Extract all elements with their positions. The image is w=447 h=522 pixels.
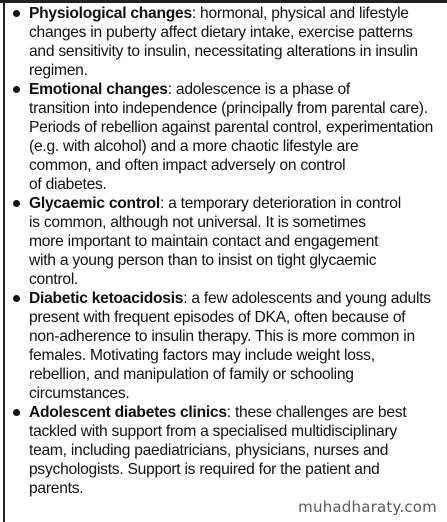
text-line bbox=[29, 403, 437, 422]
text-line: common, and often impact adversely on control bbox=[29, 157, 346, 174]
text-line: tackled with support from a specialised multidisciplinary bbox=[29, 423, 397, 440]
bullet-icon bbox=[13, 86, 20, 93]
text-line: of diabetes. bbox=[29, 176, 107, 193]
text-line: with a young person than to insist on tight glycaemic bbox=[29, 252, 377, 269]
text-line: females. Motivating factors may include weight loss, bbox=[29, 347, 375, 364]
text-line: regimen. bbox=[29, 62, 88, 79]
text-line: present with frequent episodes of DKA, often because of bbox=[29, 309, 406, 326]
list-item bbox=[0, 4, 447, 80]
bullet-icon bbox=[13, 295, 20, 302]
text-line: control. bbox=[29, 271, 79, 288]
bullet-list bbox=[0, 4, 447, 498]
text-line: transition into independence (principally from parental care). bbox=[29, 100, 428, 117]
text-line: non-adherence to insulin therapy. This is more common in bbox=[29, 328, 415, 345]
text-line: changes in puberty affect dietary intake, exercise patterns bbox=[29, 24, 413, 41]
watermark-text: muhadharaty.com bbox=[298, 498, 437, 516]
text-fragment: : adolescence is a phase of bbox=[167, 81, 350, 98]
text-line: (e.g. with alcohol) and a more chaotic lifestyle are bbox=[29, 138, 359, 155]
bullet-term: Physiological changes bbox=[29, 5, 192, 22]
text-fragment: : a temporary deterioration in control bbox=[159, 195, 401, 212]
bullet-term: Emotional changes bbox=[29, 81, 168, 98]
text-line: Periods of rebellion against parental control, experimentation bbox=[29, 119, 434, 136]
text-line: is common, although not universal. It is sometimes bbox=[29, 214, 366, 231]
text-line: and sensitivity to insulin, necessitating alterations in insulin bbox=[29, 43, 418, 60]
text-line bbox=[29, 80, 437, 99]
bullet-icon bbox=[13, 200, 20, 207]
text-line: team, including paediatricians, physicians, nurses and bbox=[29, 442, 389, 459]
list-item bbox=[0, 289, 447, 403]
bullet-icon bbox=[13, 10, 20, 17]
text-line: psychologists. Support is required for the patient and bbox=[29, 461, 380, 478]
text-fragment: : a few adolescents and young adults bbox=[183, 290, 431, 307]
bullet-icon bbox=[13, 409, 20, 416]
text-line: more important to maintain contact and engagement bbox=[29, 233, 379, 250]
text-line bbox=[29, 4, 437, 23]
text-line: rebellion, and manipulation of family or schooling bbox=[29, 366, 354, 383]
text-fragment: : these challenges are best bbox=[226, 404, 407, 421]
list-item bbox=[0, 80, 447, 194]
top-border-rule bbox=[0, 0, 447, 3]
text-fragment: : hormonal, physical and lifestyle bbox=[191, 5, 409, 22]
bullet-term: Adolescent diabetes clinics bbox=[29, 404, 227, 421]
bullet-term: Diabetic ketoacidosis bbox=[29, 290, 184, 307]
text-line: circumstances. bbox=[29, 385, 130, 402]
text-line bbox=[29, 289, 437, 308]
bullet-term: Glycaemic control bbox=[29, 195, 160, 212]
list-item bbox=[0, 194, 447, 289]
text-line: parents. bbox=[29, 480, 84, 497]
text-line bbox=[29, 194, 437, 213]
list-item bbox=[0, 403, 447, 498]
